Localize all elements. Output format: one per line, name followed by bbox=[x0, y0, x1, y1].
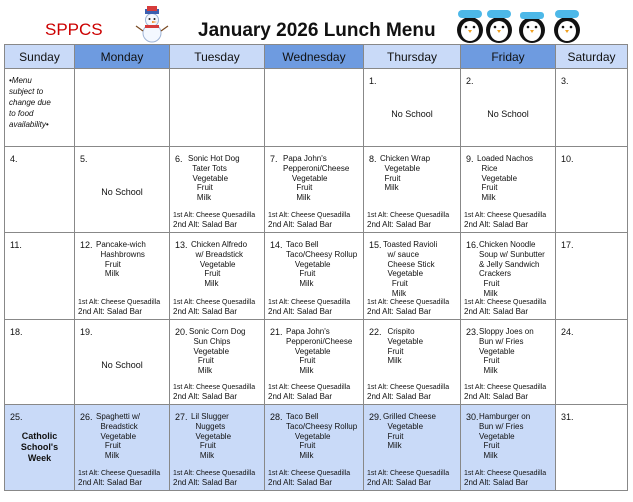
day-cell bbox=[265, 405, 364, 491]
day-cell bbox=[364, 405, 461, 491]
alt2-label: 2nd Alt: Salad Bar bbox=[173, 392, 238, 401]
day-number: 12. bbox=[80, 240, 93, 250]
alt2-label: 2nd Alt: Salad Bar bbox=[268, 478, 333, 487]
day-number: 21. bbox=[270, 327, 283, 337]
day-cell bbox=[265, 147, 364, 233]
alt1-label: 1st Alt: Cheese Quesadilla bbox=[268, 384, 351, 391]
day-cell bbox=[170, 147, 265, 233]
alt-options bbox=[173, 469, 255, 488]
menu-title: January 2026 Lunch Menu bbox=[198, 20, 436, 41]
day-number: 25. bbox=[10, 412, 23, 422]
day-cell bbox=[556, 147, 628, 233]
weekday-sunday: Sunday bbox=[5, 45, 75, 69]
day-cell bbox=[170, 320, 265, 405]
school-name: SPPCS bbox=[45, 20, 103, 39]
menu-items: Chicken Wrap Vegetable Fruit Milk bbox=[380, 154, 431, 193]
alt1-label: 1st Alt: Cheese Quesadilla bbox=[173, 299, 256, 306]
day-cell bbox=[556, 69, 628, 147]
weekday-friday: Friday bbox=[461, 45, 556, 69]
menu-items: Hamburger on Bun w/ Fries Vegetable Fruit Milk bbox=[479, 412, 531, 461]
day-cell bbox=[5, 147, 75, 233]
day-cell bbox=[265, 320, 364, 405]
menu-items: Spaghetti w/ Breadstick Vegetable Fruit Milk bbox=[96, 412, 141, 461]
alt1-label: 1st Alt: Cheese Quesadilla bbox=[268, 470, 351, 477]
menu-items: Chicken Alfredo w/ Breadstick Vegetable Fruit Milk bbox=[191, 240, 248, 289]
alt-options bbox=[367, 211, 449, 230]
day-cell bbox=[461, 320, 556, 405]
menu-items: Crispito Vegetable Fruit Milk bbox=[387, 327, 424, 366]
day-number: 15. bbox=[369, 240, 382, 250]
day-number: 22. bbox=[369, 327, 382, 337]
day-number: 17. bbox=[561, 240, 574, 250]
day-cell bbox=[170, 69, 265, 147]
menu-items: Lil Slugger Nuggets Vegetable Fruit Milk bbox=[191, 412, 232, 461]
alt2-label: 2nd Alt: Salad Bar bbox=[464, 307, 529, 316]
day-number: 5. bbox=[80, 154, 88, 164]
week-row bbox=[5, 69, 628, 147]
day-number: 30. bbox=[466, 412, 479, 422]
alt2-label: 2nd Alt: Salad Bar bbox=[367, 478, 432, 487]
menu-items: Sloppy Joes on Bun w/ Fries Vegetable Fruit Milk bbox=[479, 327, 534, 376]
alt2-label: 2nd Alt: Salad Bar bbox=[464, 220, 529, 229]
day-cell bbox=[556, 405, 628, 491]
alt1-label: 1st Alt: Cheese Quesadilla bbox=[367, 212, 450, 219]
day-number: 24. bbox=[561, 327, 574, 337]
day-number: 1. bbox=[369, 76, 377, 86]
alt1-label: 1st Alt: Cheese Quesadilla bbox=[464, 212, 547, 219]
alt-options bbox=[464, 211, 546, 230]
alt-options bbox=[268, 383, 350, 402]
day-cell bbox=[556, 320, 628, 405]
alt1-label: 1st Alt: Cheese Quesadilla bbox=[464, 299, 547, 306]
alt1-label: 1st Alt: Cheese Quesadilla bbox=[173, 384, 256, 391]
menu-items: Sonic Corn Dog Sun Chips Vegetable Fruit Milk bbox=[189, 327, 246, 376]
day-cell bbox=[5, 233, 75, 320]
day-cell bbox=[75, 405, 170, 491]
menu-items: Sonic Hot Dog Tater Tots Vegetable Fruit Milk bbox=[188, 154, 240, 203]
day-cell bbox=[461, 147, 556, 233]
alt-options bbox=[78, 469, 160, 488]
day-cell bbox=[364, 233, 461, 320]
day-cell bbox=[5, 320, 75, 405]
no-school-label: No School bbox=[391, 109, 433, 119]
alt-options bbox=[367, 383, 449, 402]
day-cell bbox=[75, 320, 170, 405]
day-cell bbox=[5, 405, 75, 491]
snowman-icon bbox=[134, 6, 170, 44]
weekday-header-row bbox=[5, 45, 628, 69]
alt-options bbox=[78, 298, 160, 317]
no-school-label: No School bbox=[487, 109, 529, 119]
alt2-label: 2nd Alt: Salad Bar bbox=[464, 478, 529, 487]
day-cell bbox=[75, 69, 170, 147]
alt-options bbox=[268, 469, 350, 488]
alt-options bbox=[173, 211, 255, 230]
catholic-schools-week-label: Catholic School's Week bbox=[20, 431, 59, 463]
day-number: 31. bbox=[561, 412, 574, 422]
day-number: 23. bbox=[466, 327, 479, 337]
day-number: 7. bbox=[270, 154, 278, 164]
alt1-label: 1st Alt: Cheese Quesadilla bbox=[367, 470, 450, 477]
alt1-label: 1st Alt: Cheese Quesadilla bbox=[268, 299, 351, 306]
menu-items: Taco Bell Taco/Cheesy Rollup Vegetable Fruit Milk bbox=[286, 412, 358, 461]
weekday-saturday: Saturday bbox=[556, 45, 628, 69]
day-number: 4. bbox=[10, 154, 18, 164]
day-cell bbox=[170, 233, 265, 320]
menu-items: Papa John's Pepperoni/Cheese Vegetable Fruit Milk bbox=[286, 327, 353, 376]
menu-items: Toasted Ravioli w/ sauce Cheese Stick Vegetable Fruit Milk bbox=[383, 240, 438, 298]
day-number: 2. bbox=[466, 76, 474, 86]
menu-items: Papa John's Pepperoni/Cheese Vegetable Fruit Milk bbox=[283, 154, 350, 203]
day-cell bbox=[75, 147, 170, 233]
alt1-label: 1st Alt: Cheese Quesadilla bbox=[173, 212, 256, 219]
day-cell bbox=[556, 233, 628, 320]
day-cell bbox=[170, 405, 265, 491]
day-cell bbox=[364, 147, 461, 233]
day-number: 16. bbox=[466, 240, 479, 250]
day-number: 11. bbox=[10, 240, 22, 250]
alt2-label: 2nd Alt: Salad Bar bbox=[78, 478, 143, 487]
alt1-label: 1st Alt: Cheese Quesadilla bbox=[464, 470, 547, 477]
weekday-monday: Monday bbox=[75, 45, 170, 69]
menu-items: Chicken Noodle Soup w/ Sunbutter & Jelly Sandwich Crackers Fruit Milk bbox=[479, 240, 545, 298]
week-row bbox=[5, 147, 628, 233]
alt1-label: 1st Alt: Cheese Quesadilla bbox=[78, 299, 161, 306]
day-cell bbox=[265, 233, 364, 320]
alt1-label: 1st Alt: Cheese Quesadilla bbox=[268, 212, 351, 219]
alt-options bbox=[464, 298, 546, 317]
alt1-label: 1st Alt: Cheese Quesadilla bbox=[464, 384, 547, 391]
day-cell bbox=[461, 69, 556, 147]
menu-items: Taco Bell Taco/Cheesy Rollup Vegetable Fruit Milk bbox=[286, 240, 358, 289]
day-number: 3. bbox=[561, 76, 569, 86]
day-number: 10. bbox=[561, 154, 574, 164]
day-cell bbox=[364, 69, 461, 147]
menu-header bbox=[0, 0, 633, 44]
alt-options bbox=[367, 469, 449, 488]
alt2-label: 2nd Alt: Salad Bar bbox=[78, 307, 143, 316]
day-cell bbox=[461, 405, 556, 491]
menu-disclaimer: •Menu subject to change due to food availability• bbox=[9, 76, 51, 129]
week-row bbox=[5, 233, 628, 320]
alt2-label: 2nd Alt: Salad Bar bbox=[268, 307, 333, 316]
weekday-tuesday: Tuesday bbox=[170, 45, 265, 69]
day-number: 6. bbox=[175, 154, 183, 164]
alt2-label: 2nd Alt: Salad Bar bbox=[367, 220, 432, 229]
day-number: 14. bbox=[270, 240, 283, 250]
alt1-label: 1st Alt: Cheese Quesadilla bbox=[173, 470, 256, 477]
day-number: 13. bbox=[175, 240, 188, 250]
no-school-label: No School bbox=[101, 187, 143, 197]
weekday-wednesday: Wednesday bbox=[265, 45, 364, 69]
alt-options bbox=[173, 298, 255, 317]
alt1-label: 1st Alt: Cheese Quesadilla bbox=[367, 384, 450, 391]
day-number: 9. bbox=[466, 154, 474, 164]
day-cell bbox=[265, 69, 364, 147]
day-number: 8. bbox=[369, 154, 377, 164]
alt2-label: 2nd Alt: Salad Bar bbox=[367, 392, 432, 401]
day-cell bbox=[461, 233, 556, 320]
penguins-icon bbox=[454, 6, 588, 44]
day-cell bbox=[75, 233, 170, 320]
alt1-label: 1st Alt: Cheese Quesadilla bbox=[367, 299, 450, 306]
alt2-label: 2nd Alt: Salad Bar bbox=[367, 307, 432, 316]
alt-options bbox=[367, 298, 449, 317]
alt-options bbox=[268, 298, 350, 317]
menu-items: Loaded Nachos Rice Vegetable Fruit Milk bbox=[477, 154, 534, 203]
day-number: 20. bbox=[175, 327, 188, 337]
alt1-label: 1st Alt: Cheese Quesadilla bbox=[78, 470, 161, 477]
menu-items: Pancake-wich Hashbrowns Fruit Milk bbox=[96, 240, 146, 279]
alt2-label: 2nd Alt: Salad Bar bbox=[268, 220, 333, 229]
alt-options bbox=[464, 383, 546, 402]
alt2-label: 2nd Alt: Salad Bar bbox=[173, 478, 238, 487]
lunch-calendar bbox=[4, 44, 628, 491]
day-cell bbox=[5, 69, 75, 147]
menu-items: Grilled Cheese Vegetable Fruit Milk bbox=[383, 412, 436, 451]
alt-options bbox=[464, 469, 546, 488]
alt2-label: 2nd Alt: Salad Bar bbox=[173, 220, 238, 229]
day-number: 29. bbox=[369, 412, 382, 422]
alt2-label: 2nd Alt: Salad Bar bbox=[464, 392, 529, 401]
week-row bbox=[5, 320, 628, 405]
alt-options bbox=[173, 383, 255, 402]
weekday-thursday: Thursday bbox=[364, 45, 461, 69]
no-school-label: No School bbox=[101, 360, 143, 370]
day-number: 19. bbox=[80, 327, 93, 337]
week-row bbox=[5, 405, 628, 491]
day-number: 26. bbox=[80, 412, 93, 422]
alt-options bbox=[268, 211, 350, 230]
day-number: 28. bbox=[270, 412, 283, 422]
day-number: 27. bbox=[175, 412, 188, 422]
alt2-label: 2nd Alt: Salad Bar bbox=[173, 307, 238, 316]
alt2-label: 2nd Alt: Salad Bar bbox=[268, 392, 333, 401]
day-cell bbox=[364, 320, 461, 405]
day-number: 18. bbox=[10, 327, 23, 337]
